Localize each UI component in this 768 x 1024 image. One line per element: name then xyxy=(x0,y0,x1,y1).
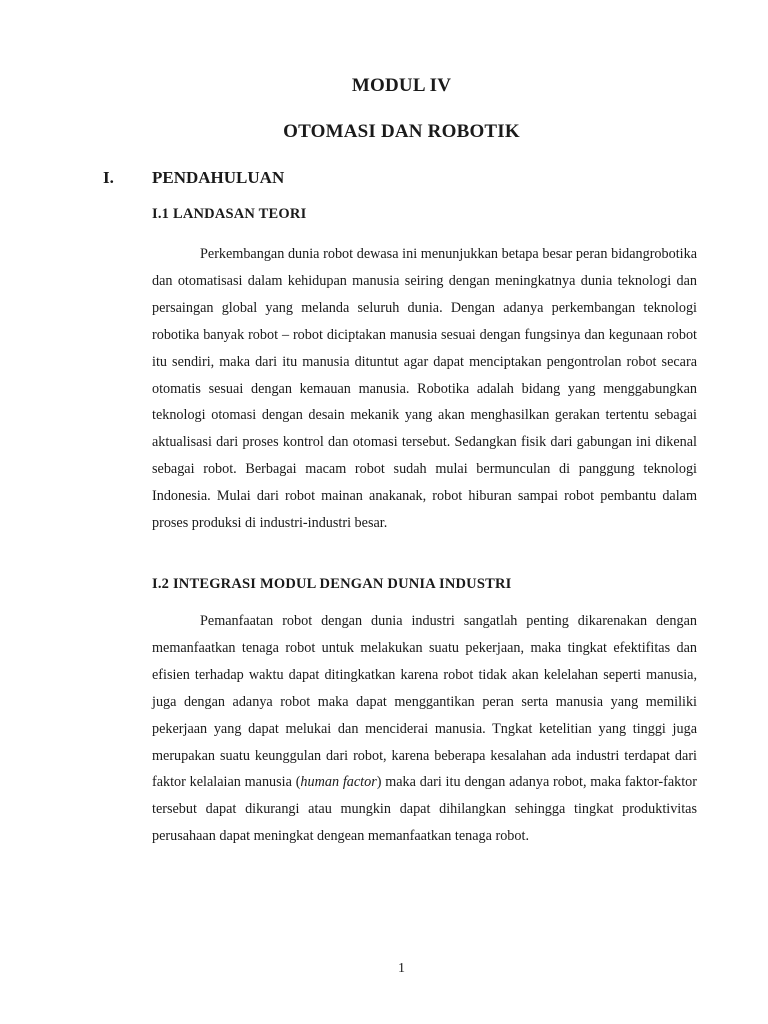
subsection-heading-landasan-teori: I.1 LANDASAN TEORI xyxy=(152,206,307,222)
paragraph-integrasi-modul xyxy=(152,608,697,850)
paragraph-text-before: Pemanfaatan robot dengan dunia industri sangatlah penting dikarenakan dengan memanfaatkan tenaga robot untuk melakukan suatu pekerjaan, maka tingkat efektifitas dan efisien terhadap waktu dapat ditingkatkan karena robot tidak akan kelelahan seperti manusia, juga dengan adanya robot maka dapat menggantikan peran serta manusia yang memiliki pekerjaan yang dapat melukai dan menciderai manusia. Tngkat ketelitian yang tinggi juga merupakan suatu keunggulan dari robot, karena beberapa kesalahan ada industri terdapat dari faktor kelalaian manusia ( xyxy=(152,613,697,791)
paragraph-landasan-teori: Perkembangan dunia robot dewasa ini menunjukkan betapa besar peran bidangrobotika dan otomatisasi dalam kehidupan manusia seiring dengan meningkatnya dunia teknologi dan persaingan global yang melanda seluruh dunia. Dengan adanya perkembangan teknologi robotika banyak robot – robot diciptakan manusia sesuai dengan fungsinya dan kegunaan robot itu sendiri, maka dari itu manusia dituntut agar dapat menciptakan pengontrolan robot secara otomatis sesuai dengan kemauan manusia. Robotika adalah bidang yang menggabungkan teknologi otomasi dengan desain mekanik yang akan menghasilkan gerakan tertentu sebagai aktualisasi dari proses kontrol dan otomasi tersebut. Sedangkan fisik dari gabungan ini dikenal sebagai robot. Berbagai macam robot sudah mulai bermunculan di panggung teknologi Indonesia. Mulai dari robot mainan anakanak, robot hiburan sampai robot pembantu dalam proses produksi di industri-industri besar. xyxy=(152,246,697,532)
paragraph-text-after: ) maka dari itu dengan adanya robot, maka faktor-faktor tersebut dapat dikurangi atau mungkin dapat dihilangkan sehingga tingkat produktivitas perusahaan dapat meningkat dengean memanfaatkan tenaga robot. xyxy=(152,774,697,845)
section-title: PENDAHULUAN xyxy=(152,168,285,187)
subsection-heading-integrasi-modul: I.2 INTEGRASI MODUL DENGAN DUNIA INDUSTRI xyxy=(152,576,512,592)
module-title: MODUL IV xyxy=(351,75,452,96)
module-subtitle: OTOMASI DAN ROBOTIK xyxy=(283,121,520,142)
section-number: I. xyxy=(103,168,114,187)
page-number: 1 xyxy=(398,961,405,976)
emphasis-human-factor: human factor xyxy=(300,774,377,791)
